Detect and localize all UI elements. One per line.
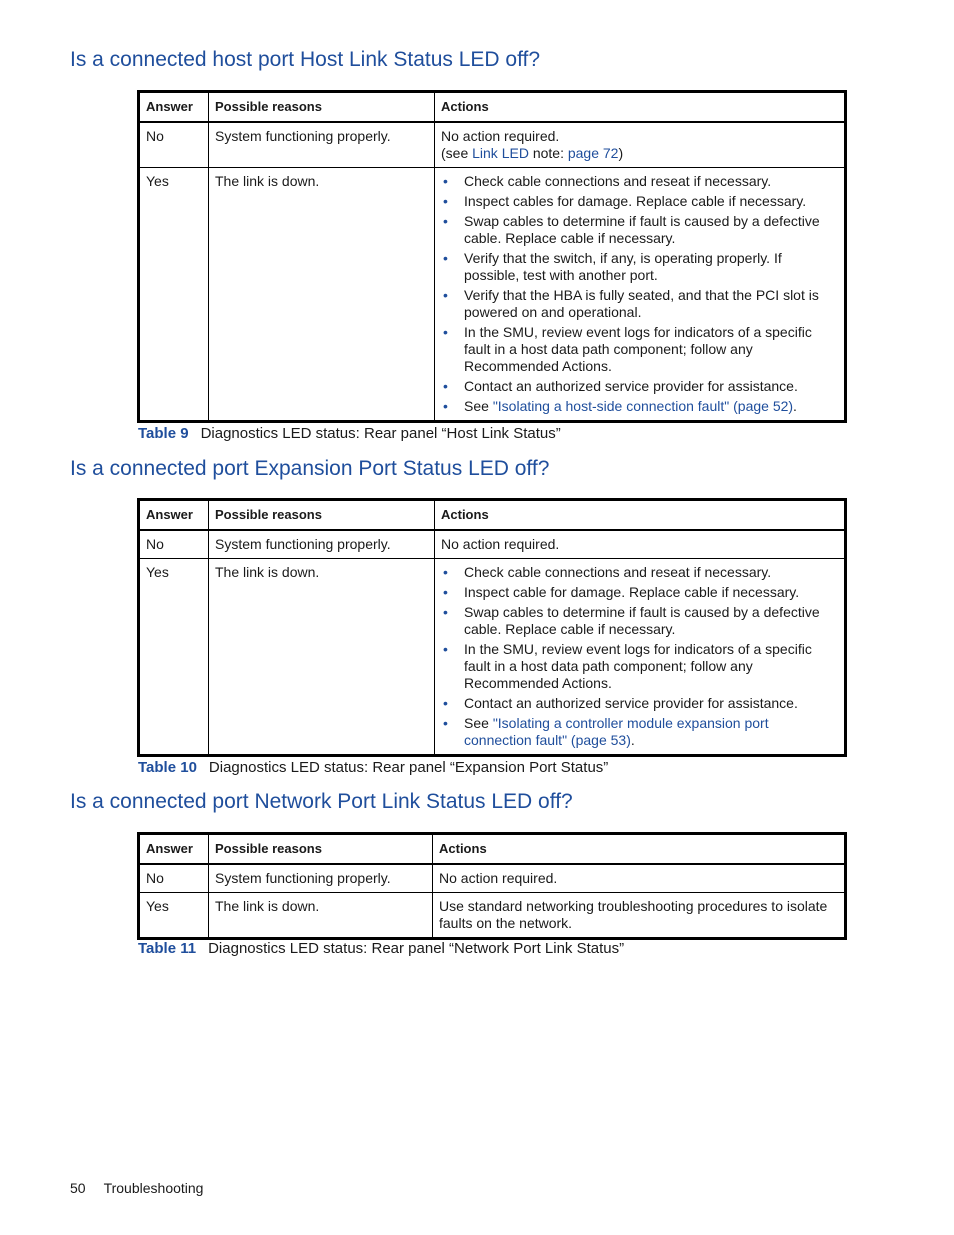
see-suffix: .: [630, 732, 635, 748]
action-item-text: Contact an authorized service provider for assistance.: [464, 695, 798, 711]
list-item: [441, 398, 838, 415]
column-header-reasons: Possible reasons: [209, 92, 435, 123]
list-item: [441, 715, 838, 749]
action-item-text: In the SMU, review event logs for indicators of a specific fault in a host data path component; follow any Recommended Actions.: [464, 324, 812, 374]
table-row: [139, 559, 846, 756]
bullet-icon: •: [443, 604, 448, 620]
list-item: [441, 324, 838, 375]
action-text: No action required.: [441, 128, 560, 144]
note-mid: note:: [528, 145, 568, 161]
page-number: 50: [70, 1180, 86, 1196]
answer-cell: Yes: [139, 168, 209, 422]
caption-number: Table 9: [138, 425, 189, 442]
list-item: [441, 213, 838, 247]
action-item-text: In the SMU, review event logs for indicators of a specific fault in a host data path component; follow any Recommended Actions.: [464, 641, 812, 691]
list-item: [441, 604, 838, 638]
action-text: No action required.: [433, 864, 846, 893]
action-item-text: Swap cables to determine if fault is caused by a defective cable. Replace cable if necessary.: [464, 604, 820, 637]
action-item-text: Inspect cable for damage. Replace cable if necessary.: [464, 584, 800, 600]
caption-text: Diagnostics LED status: Rear panel “Expansion Port Status”: [208, 759, 609, 776]
action-item-text: Verify that the HBA is fully seated, and that the PCI slot is powered on and operational.: [464, 287, 819, 320]
action-item-text: Check cable connections and reseat if necessary.: [464, 173, 772, 189]
column-header-answer: Answer: [139, 500, 209, 531]
table-row: [139, 530, 846, 559]
table-header-row: [139, 92, 846, 123]
bullet-icon: •: [443, 193, 448, 209]
actions-list: [441, 173, 838, 415]
reason-cell: System functioning properly.: [209, 530, 435, 559]
isolating-expansion-fault-link[interactable]: "Isolating a controller module expansion port connection fault" (page 53): [464, 715, 769, 748]
reason-cell: System functioning properly.: [209, 122, 435, 168]
actions-cell: [435, 559, 846, 756]
caption-text: Diagnostics LED status: Rear panel “Network Port Link Status”: [208, 940, 625, 957]
reason-cell: The link is down.: [209, 893, 433, 939]
actions-cell: [435, 122, 846, 168]
list-item: [441, 378, 838, 395]
host-link-status-table: [137, 90, 847, 423]
answer-cell: Yes: [139, 559, 209, 756]
column-header-actions: Actions: [435, 500, 846, 531]
section-heading-host-link: Is a connected host port Host Link Status LED off?: [70, 48, 541, 71]
table-caption: [138, 759, 608, 776]
bullet-icon: •: [443, 324, 448, 340]
answer-cell: No: [139, 530, 209, 559]
answer-cell: Yes: [139, 893, 209, 939]
table-row: [139, 864, 846, 893]
list-item: [441, 193, 838, 210]
list-item: [441, 641, 838, 692]
bullet-icon: •: [443, 287, 448, 303]
section-heading-network-port: Is a connected port Network Port Link Status LED off?: [70, 790, 573, 813]
table-header-row: [139, 500, 846, 531]
bullet-icon: •: [443, 213, 448, 229]
list-item: [441, 250, 838, 284]
column-header-answer: Answer: [139, 92, 209, 123]
expansion-port-status-table: [137, 498, 847, 757]
bullet-icon: •: [443, 398, 448, 414]
action-text: Use standard networking troubleshooting procedures to isolate faults on the network.: [433, 893, 846, 939]
table-row: [139, 168, 846, 422]
column-header-reasons: Possible reasons: [209, 500, 435, 531]
actions-cell: [435, 168, 846, 422]
list-item: [441, 564, 838, 581]
table-header-row: [139, 834, 846, 865]
note-prefix: (see: [441, 145, 473, 161]
bullet-icon: •: [443, 641, 448, 657]
action-item-text: Verify that the switch, if any, is operating properly. If possible, test with another port.: [464, 250, 782, 283]
bullet-icon: •: [443, 584, 448, 600]
table-caption: [138, 425, 561, 442]
list-item: [441, 584, 838, 601]
action-text: No action required.: [435, 530, 846, 559]
page-72-link[interactable]: page 72: [567, 145, 619, 161]
caption-text: Diagnostics LED status: Rear panel “Host Link Status”: [200, 425, 561, 442]
answer-cell: No: [139, 122, 209, 168]
bullet-icon: •: [443, 173, 448, 189]
footer-section-title: Troubleshooting: [103, 1180, 204, 1196]
reason-cell: The link is down.: [209, 559, 435, 756]
column-header-answer: Answer: [139, 834, 209, 865]
link-led-link[interactable]: Link LED: [472, 145, 529, 161]
bullet-icon: •: [443, 715, 448, 731]
answer-cell: No: [139, 864, 209, 893]
column-header-reasons: Possible reasons: [209, 834, 433, 865]
see-prefix: See: [464, 715, 493, 731]
bullet-icon: •: [443, 378, 448, 394]
list-item: [441, 695, 838, 712]
column-header-actions: Actions: [435, 92, 846, 123]
see-suffix: .: [793, 398, 797, 414]
bullet-icon: •: [443, 564, 448, 580]
table-row: [139, 122, 846, 168]
bullet-icon: •: [443, 250, 448, 266]
column-header-actions: Actions: [433, 834, 846, 865]
reason-cell: The link is down.: [209, 168, 435, 422]
isolating-host-fault-link[interactable]: "Isolating a host-side connection fault" (page 52): [492, 398, 794, 414]
list-item: [441, 173, 838, 190]
action-item-text: Check cable connections and reseat if necessary.: [464, 564, 772, 580]
network-port-link-status-table: [137, 832, 847, 940]
caption-number: Table 11: [138, 940, 197, 957]
action-item-text: Inspect cables for damage. Replace cable if necessary.: [464, 193, 807, 209]
reason-cell: System functioning properly.: [209, 864, 433, 893]
page-footer: [70, 1180, 203, 1196]
table-caption: [138, 940, 624, 957]
section-heading-expansion-port: Is a connected port Expansion Port Status LED off?: [70, 457, 550, 480]
action-item-text: Swap cables to determine if fault is caused by a defective cable. Replace cable if necessary.: [464, 213, 820, 246]
list-item: [441, 287, 838, 321]
actions-list: [441, 564, 838, 749]
caption-number: Table 10: [138, 759, 197, 776]
bullet-icon: •: [443, 695, 448, 711]
see-prefix: See: [464, 398, 493, 414]
action-note: [441, 145, 838, 162]
action-item-text: Contact an authorized service provider for assistance.: [464, 378, 798, 394]
note-suffix: ): [618, 145, 624, 161]
table-row: [139, 893, 846, 939]
